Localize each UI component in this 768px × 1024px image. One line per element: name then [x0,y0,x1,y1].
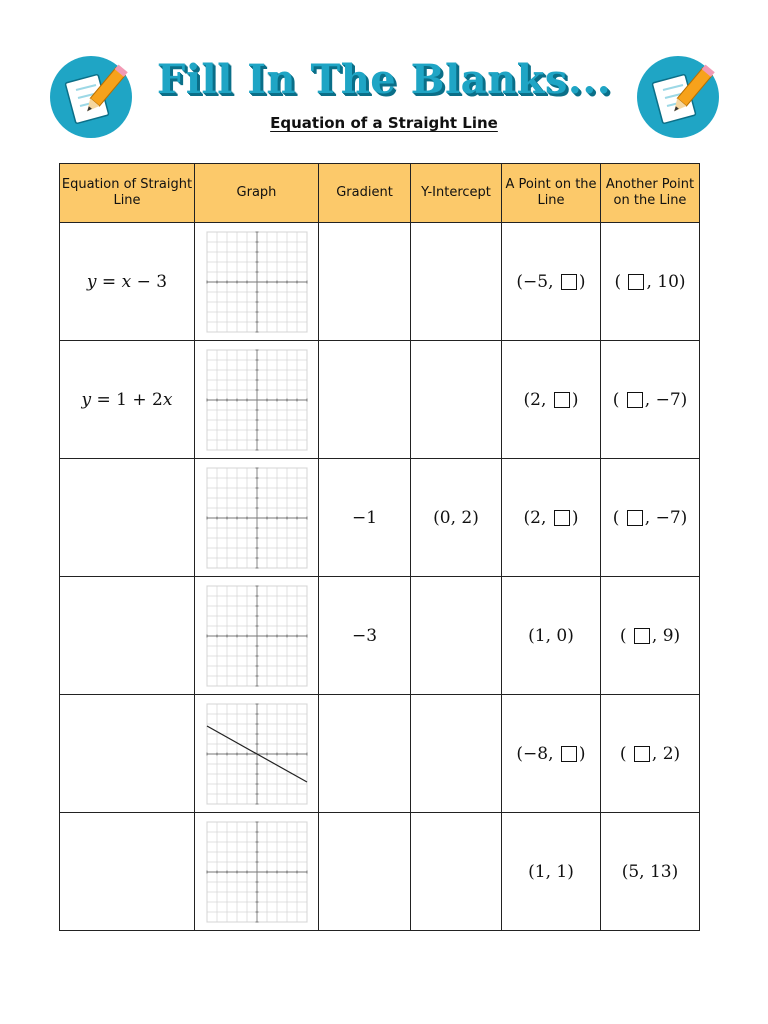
header-graph: Graph [195,164,319,223]
point-value [528,626,574,646]
point-value-part: (−5, [516,271,559,292]
another-point-value-part: , −7) [644,389,688,410]
point-value-part: (2, [523,507,552,528]
point-value-part: (−8, [516,743,559,764]
y-intercept-cell[interactable] [411,341,502,459]
gradient-cell[interactable] [319,813,411,931]
equation-part: = 1 + 2 [91,389,163,410]
y-intercept-value: (0, 2) [433,507,479,528]
point-cell [502,459,601,577]
another-point-cell [601,813,700,931]
equation-part: y [86,271,97,292]
another-point-value [613,508,688,528]
y-intercept-cell[interactable] [411,223,502,341]
another-point-value-part: (5, 13) [621,861,679,882]
equation-part: x [162,389,173,410]
equation-text [82,390,173,410]
y-intercept-cell[interactable] [411,459,502,577]
y-intercept-cell[interactable] [411,577,502,695]
page-title: Fill In The Blanks... [156,56,612,103]
graph-cell [195,341,319,459]
point-value [516,272,585,292]
worksheet-table [59,163,700,931]
graph-cell [195,813,319,931]
equation-cell[interactable] [60,459,195,577]
graph-cell [195,577,319,695]
coordinate-grid [205,348,309,452]
another-point-value [622,862,679,882]
another-point-value-part: ( [619,743,632,764]
another-point-value [613,390,688,410]
another-point-value [620,744,680,764]
another-point-value [614,272,685,292]
gradient-cell[interactable] [319,459,411,577]
another-point-cell [601,223,700,341]
gradient-value: −3 [351,625,378,646]
point-value-part: ) [571,507,579,528]
another-point-value-part: ( [614,271,627,292]
another-point-cell [601,577,700,695]
header-point: A Point on the Line [502,164,601,223]
table-row [60,341,700,459]
gradient-cell[interactable] [319,577,411,695]
point-value [516,744,585,764]
another-point-value-part: , 9) [651,625,681,646]
gradient-cell[interactable] [319,695,411,813]
another-point-value-part: , 10) [646,271,686,292]
point-cell [502,813,601,931]
coordinate-grid [205,702,309,806]
gradient-cell[interactable] [319,341,411,459]
y-intercept-cell[interactable] [411,695,502,813]
answer-blank-box[interactable] [561,274,577,290]
header-gradient: Gradient [319,164,411,223]
point-value [524,390,579,410]
graph-cell [195,695,319,813]
equation-cell[interactable] [60,813,195,931]
equation-part: = [96,271,122,292]
equation-part: y [81,389,92,410]
another-point-value-part: ( [612,507,625,528]
equation-cell[interactable] [60,695,195,813]
coordinate-grid [205,230,309,334]
point-value-part: (1, 0) [528,625,574,646]
answer-blank-box[interactable] [561,746,577,762]
coordinate-grid [205,466,309,570]
another-point-value [620,626,680,646]
equation-cell[interactable] [60,341,195,459]
table-header-row [60,164,700,223]
answer-blank-box[interactable] [554,392,570,408]
y-intercept-cell[interactable] [411,813,502,931]
equation-part: − 3 [131,271,168,292]
point-value-part: (2, [523,389,552,410]
point-value-part: ) [578,271,586,292]
header-y-intercept: Y-Intercept [411,164,502,223]
another-point-value-part: , −7) [644,507,688,528]
gradient-value: −1 [351,507,378,528]
equation-part: x [121,271,132,292]
another-point-cell [601,459,700,577]
point-cell [502,577,601,695]
point-value [528,862,574,882]
equation-cell[interactable] [60,223,195,341]
table-row [60,695,700,813]
header-equation: Equation of Straight Line [60,164,195,223]
graph-cell [195,223,319,341]
table-row [60,577,700,695]
another-point-value-part: , 2) [651,743,681,764]
gradient-cell[interactable] [319,223,411,341]
notepad-pencil-icon [637,56,719,138]
point-value-part: (1, 1) [528,861,574,882]
answer-blank-box[interactable] [554,510,570,526]
another-point-value-part: ( [619,625,632,646]
point-value-part: ) [571,389,579,410]
point-cell [502,695,601,813]
point-cell [502,223,601,341]
answer-blank-box[interactable] [627,510,643,526]
another-point-cell [601,341,700,459]
another-point-cell [601,695,700,813]
answer-blank-box[interactable] [628,274,644,290]
another-point-value-part: ( [612,389,625,410]
equation-cell[interactable] [60,577,195,695]
equation-text [87,272,167,292]
answer-blank-box[interactable] [634,628,650,644]
answer-blank-box[interactable] [627,392,643,408]
page-subtitle: Equation of a Straight Line [270,114,498,132]
point-value [524,508,579,528]
table-row [60,223,700,341]
table-row [60,459,700,577]
coordinate-grid [205,820,309,924]
point-cell [502,341,601,459]
answer-blank-box[interactable] [634,746,650,762]
header-another-point: Another Point on the Line [601,164,700,223]
coordinate-grid [205,584,309,688]
graph-cell [195,459,319,577]
table-row [60,813,700,931]
point-value-part: ) [578,743,586,764]
worksheet-header [0,0,768,150]
